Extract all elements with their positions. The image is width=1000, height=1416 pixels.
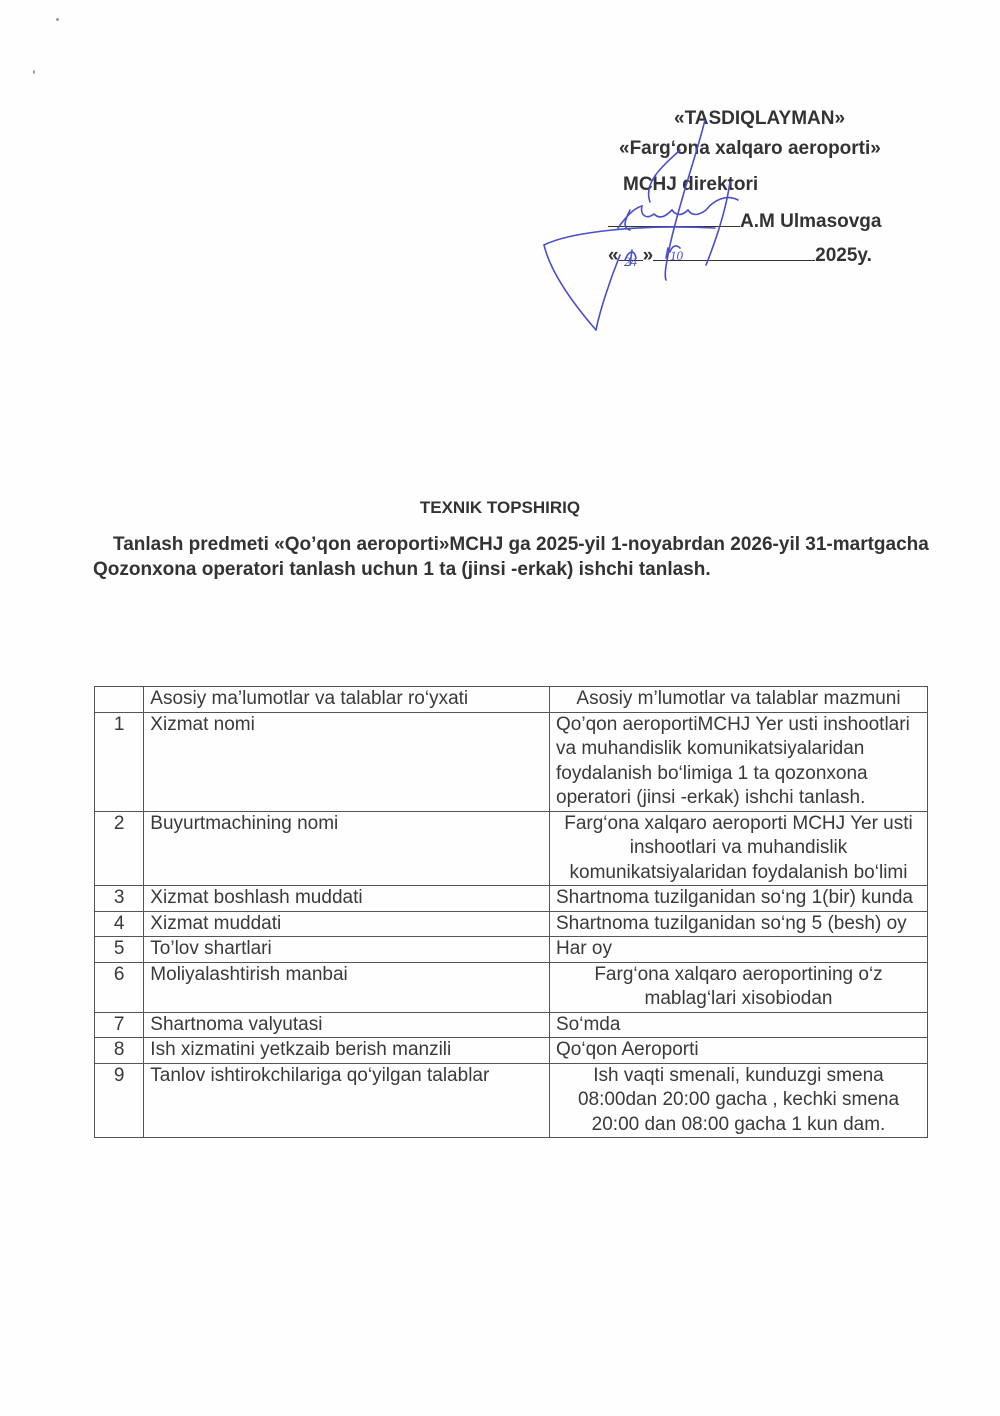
- table-row: [95, 1063, 928, 1138]
- row-value: Qo’qon aeroportiMCHJ Yer usti inshootlari va muhandislik komunikatsiyalaridan foydalanish bo‘limiga 1 ta qozonxona operatori (jinsi -erkak) ishchi tanlash.: [550, 712, 928, 811]
- approval-title: «TASDIQLAYMAN»: [674, 108, 846, 129]
- date-day-handwritten: 24: [624, 254, 637, 269]
- quote-open: «: [608, 245, 619, 266]
- table-row: [95, 937, 928, 963]
- scan-speck: [56, 18, 59, 21]
- row-value: Shartnoma tuzilganidan so‘ng 5 (besh) oy: [550, 911, 928, 937]
- row-name: Shartnoma valyutasi: [144, 1012, 550, 1038]
- row-num: 2: [95, 811, 144, 886]
- table-row: [95, 1038, 928, 1064]
- date-month-line: [653, 244, 815, 261]
- table-row: [95, 811, 928, 886]
- header-name: Asosiy ma’lumotlar va talablar ro‘yxati: [144, 687, 550, 713]
- row-num: 7: [95, 1012, 144, 1038]
- row-name: Buyurtmachining nomi: [144, 811, 550, 886]
- table-row: [95, 962, 928, 1012]
- row-value: Har oy: [550, 937, 928, 963]
- table-header-row: [95, 687, 928, 713]
- row-num: 9: [95, 1063, 144, 1138]
- row-name: Moliyalashtirish manbai: [144, 962, 550, 1012]
- approval-organization: «Farg‘ona xalqaro aeroporti»: [619, 138, 881, 159]
- row-name: Tanlov ishtirokchilariga qo‘yilgan talablar: [144, 1063, 550, 1138]
- document-title: TEXNIK TOPSHIRIQ: [419, 498, 581, 517]
- table-row: [95, 712, 928, 811]
- table-row: [95, 886, 928, 912]
- row-num: 8: [95, 1038, 144, 1064]
- row-num: 3: [95, 886, 144, 912]
- scan-speck: [33, 70, 35, 74]
- row-value: Ish vaqti smenali, kunduzgi smena 08:00dan 20:00 gacha , kechki smena 20:00 dan 08:00 gacha 1 kun dam.: [550, 1063, 928, 1138]
- row-value: Qo‘qon Aeroporti: [550, 1038, 928, 1064]
- approval-signatory-line: [608, 210, 881, 233]
- row-num: 6: [95, 962, 144, 1012]
- quote-close: »: [642, 245, 654, 266]
- row-value: Farg‘ona xalqaro aeroportining o‘z mablag‘lari xisobiodan: [550, 962, 928, 1012]
- signature-line: [608, 210, 740, 227]
- row-name: To’lov shartlari: [144, 937, 550, 963]
- header-num: [95, 687, 144, 713]
- row-value: Farg‘ona xalqaro aeroporti MCHJ Yer usti inshootlari va muhandislik komunikatsiyalaridan foydalanish bo‘limi: [550, 811, 928, 886]
- header-value: Asosiy m’lumotlar va talablar mazmuni: [550, 687, 928, 713]
- table-row: [95, 911, 928, 937]
- row-num: 1: [95, 712, 144, 811]
- row-name: Xizmat boshlash muddati: [144, 886, 550, 912]
- row-name: Xizmat nomi: [144, 712, 550, 811]
- date-month-handwritten: 10: [670, 248, 683, 263]
- table-row: [95, 1012, 928, 1038]
- row-name: Ish xizmatini yetkzaib berish manzili: [144, 1038, 550, 1064]
- row-value: Shartnoma tuzilganidan so‘ng 1(bir) kunda: [550, 886, 928, 912]
- approval-signatory: A.M Ulmasovga: [740, 211, 882, 232]
- row-name: Xizmat muddati: [144, 911, 550, 937]
- approval-position: MCHJ direktori: [623, 174, 759, 195]
- date-day-line: [619, 244, 643, 261]
- document-subject: Tanlash predmeti «Qo’qon aeroporti»MCHJ ga 2025-yil 1-noyabrdan 2026-yil 31-martgacha Qozonxona operatori tanlash uchun 1 ta (jinsi -erkak) ishchi tanlash.: [93, 534, 929, 580]
- row-num: 4: [95, 911, 144, 937]
- approval-date: [608, 244, 872, 267]
- requirements-table: [94, 686, 928, 1138]
- row-value: So‘mda: [550, 1012, 928, 1038]
- approval-year: 2025y.: [815, 245, 872, 266]
- row-num: 5: [95, 937, 144, 963]
